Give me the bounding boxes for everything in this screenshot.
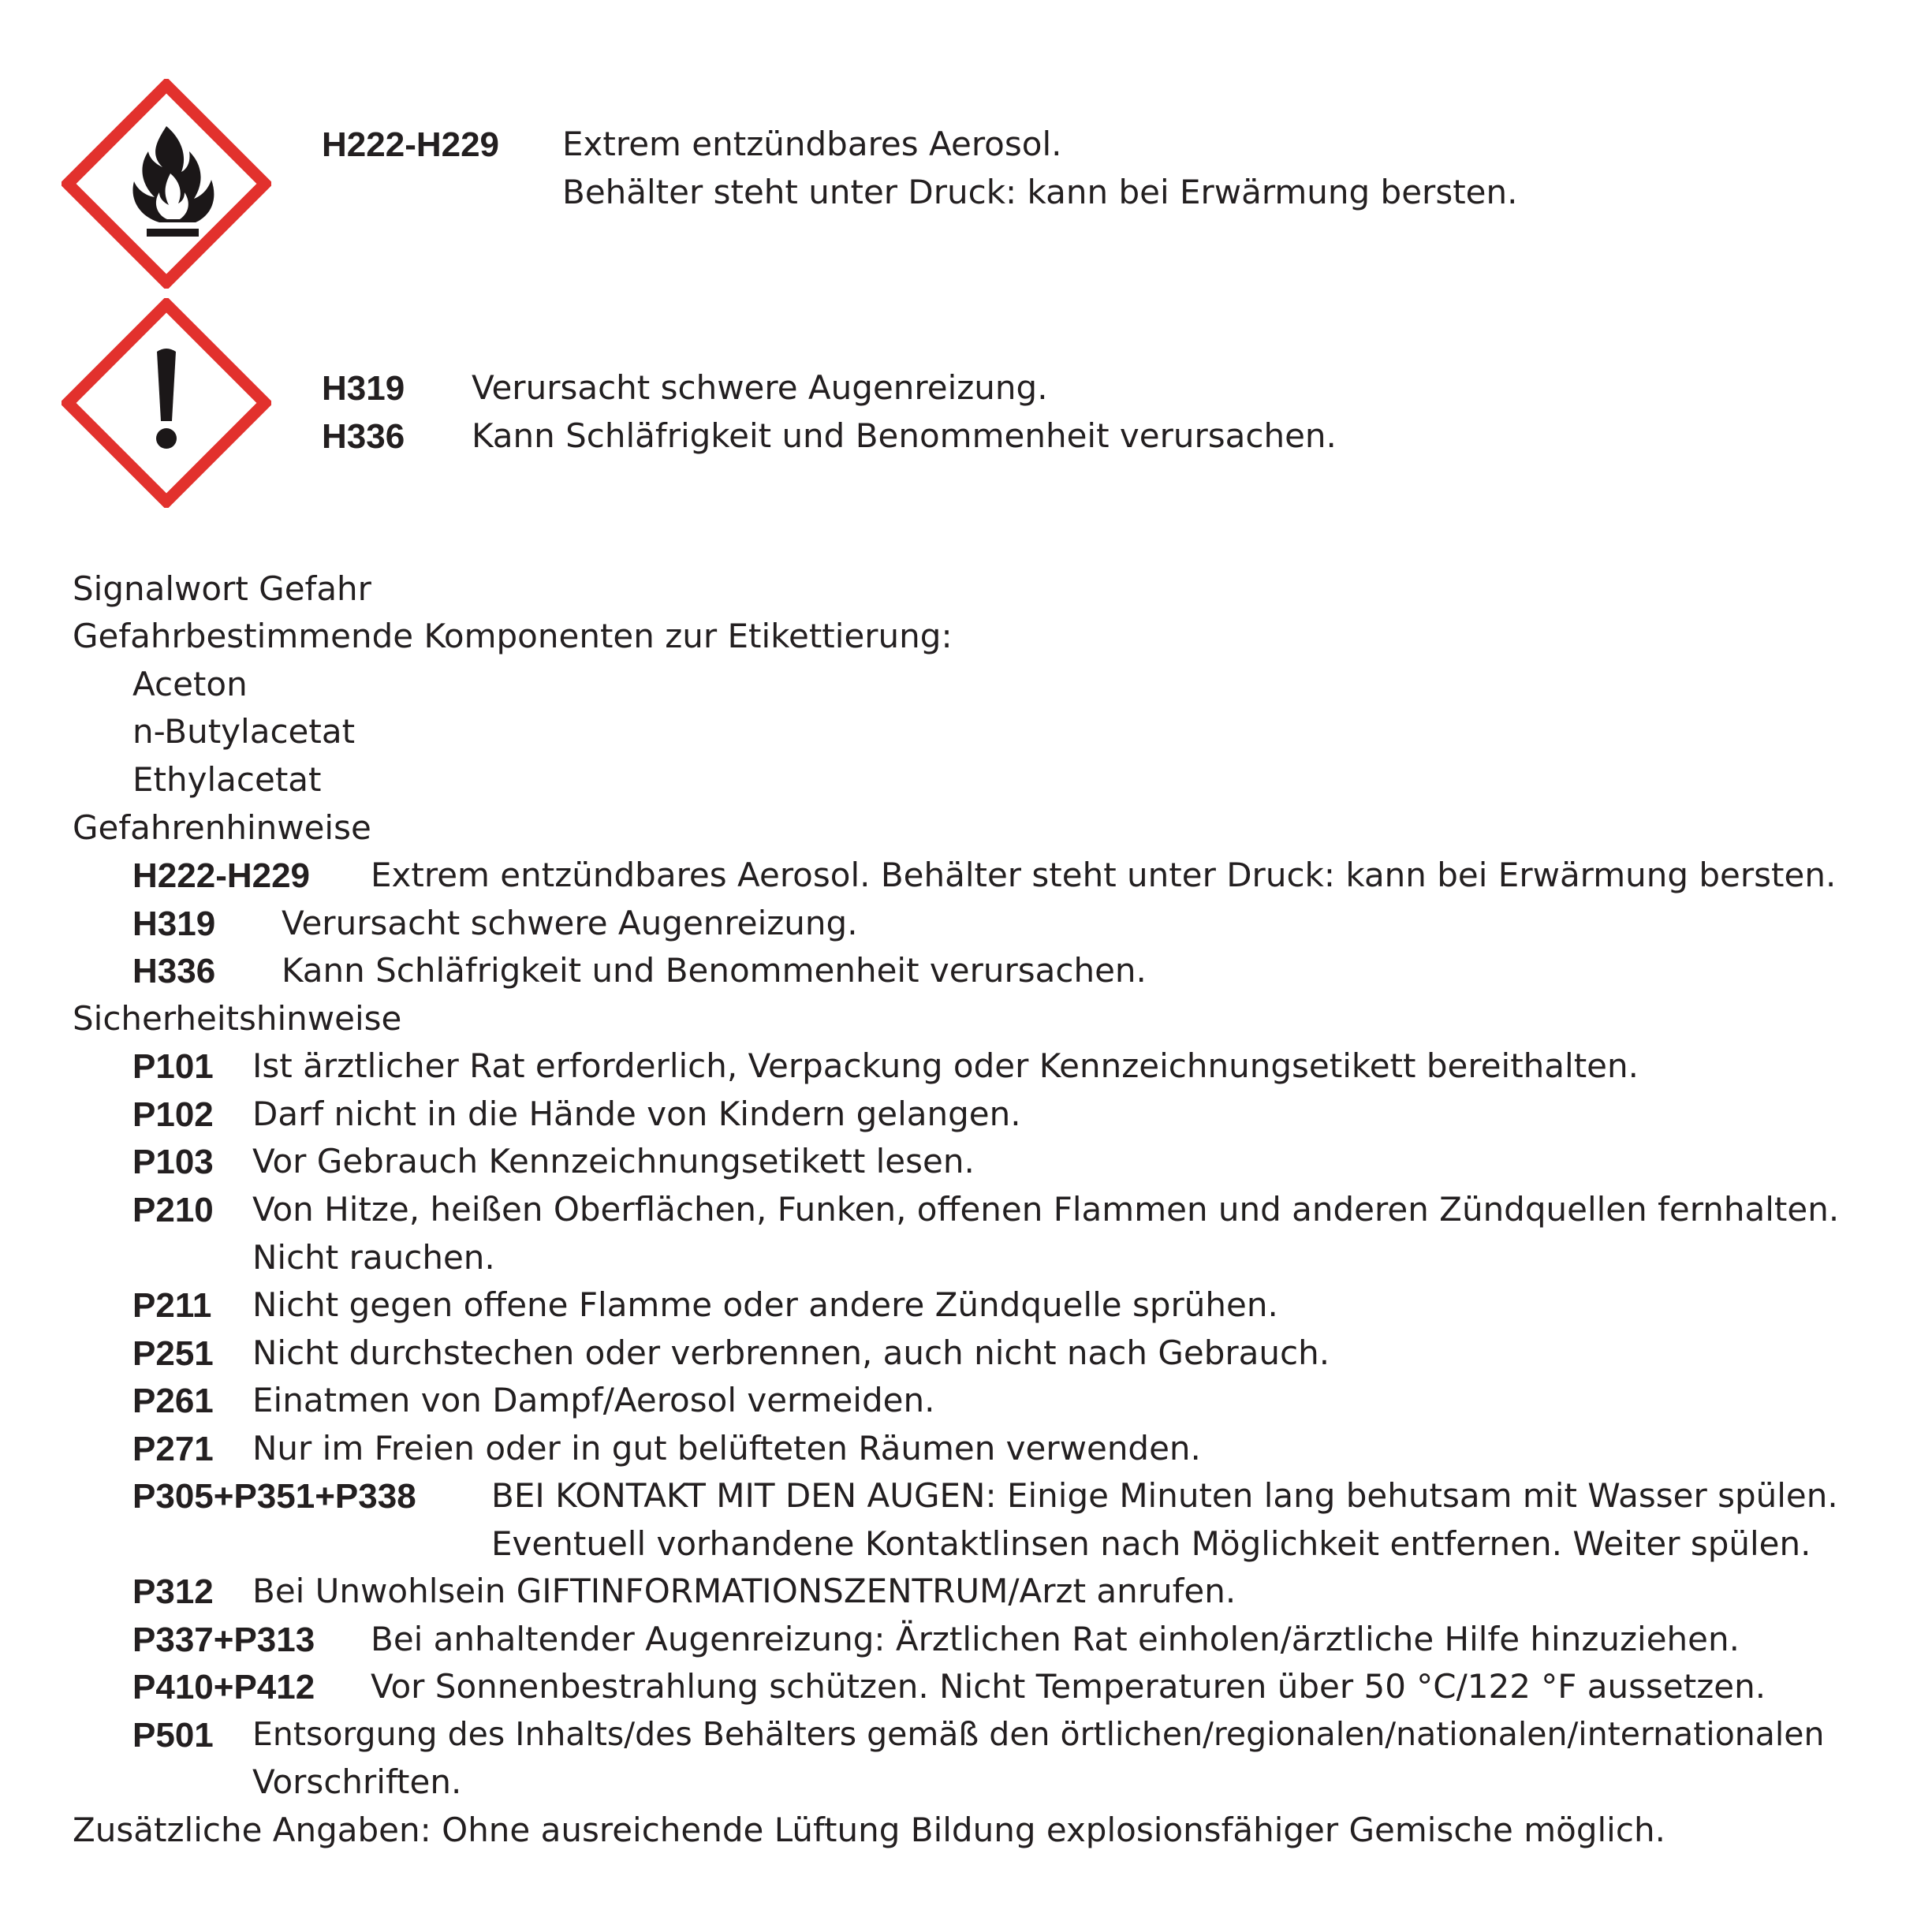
hazard-text: Verursacht schwere Augenreizung. [282, 904, 858, 942]
top-h336-text: Kann Schläfrigkeit und Benommenheit verursachen. [472, 416, 1337, 455]
precaution-text: Eventuell vorhandene Kontaktlinsen nach Möglichkeit entfernen. Weiter spülen. [491, 1524, 1811, 1563]
hazard-heading: Gefahrenhinweise [73, 808, 371, 847]
precaution-text: Bei anhaltender Augenreizung: Ärztlichen Rat einholen/ärztliche Hilfe hinzuziehen. [371, 1620, 1740, 1658]
top-h336-code: H336 [322, 417, 405, 456]
component-item: n-Butylacetat [132, 712, 356, 751]
precaution-text: Einatmen von Dampf/Aerosol vermeiden. [252, 1381, 935, 1419]
hazard-code: H336 [132, 952, 216, 990]
precaution-heading: Sicherheitshinweise [73, 999, 402, 1038]
precaution-text: Von Hitze, heißen Oberflächen, Funken, offenen Flammen und anderen Zündquellen fernhalten. [252, 1190, 1840, 1229]
precaution-code: P103 [132, 1143, 214, 1181]
precaution-code: P101 [132, 1047, 214, 1086]
top-h319-code: H319 [322, 369, 405, 408]
component-item: Aceton [132, 665, 248, 703]
ghs-exclamation-pictogram [62, 298, 271, 508]
precaution-code: P102 [132, 1095, 214, 1134]
precaution-text: Nicht gegen offene Flamme oder andere Zündquelle sprühen. [252, 1285, 1278, 1324]
precaution-code: P305+P351+P338 [132, 1477, 416, 1516]
hazard-text: Extrem entzündbares Aerosol. Behälter steht unter Druck: kann bei Erwärmung bersten. [371, 856, 1837, 894]
top-h222-code: H222-H229 [322, 125, 500, 164]
precaution-code: P410+P412 [132, 1668, 315, 1706]
precaution-text: Ist ärztlicher Rat erforderlich, Verpackung oder Kennzeichnungsetikett bereithalten. [252, 1046, 1639, 1085]
hazard-code: H319 [132, 904, 216, 943]
top-h222-line2: Behälter steht unter Druck: kann bei Erwärmung bersten. [562, 173, 1518, 211]
precaution-text: Vorschriften. [252, 1762, 462, 1801]
precaution-code: P251 [132, 1334, 214, 1373]
precaution-text: Nur im Freien oder in gut belüfteten Räumen verwenden. [252, 1429, 1201, 1468]
precaution-code: P501 [132, 1716, 214, 1755]
precaution-text: Entsorgung des Inhalts/des Behälters gemäß den örtlichen/regionalen/nationalen/internationalen [252, 1715, 1825, 1753]
components-heading: Gefahrbestimmende Komponenten zur Etikettierung: [73, 617, 953, 655]
precaution-text: Nicht durchstechen oder verbrennen, auch nicht nach Gebrauch. [252, 1333, 1330, 1372]
top-h319-text: Verursacht schwere Augenreizung. [472, 368, 1048, 407]
precaution-text: Vor Sonnenbestrahlung schützen. Nicht Temperaturen über 50 °C/122 °F aussetzen. [371, 1667, 1766, 1706]
precaution-code: P261 [132, 1382, 214, 1420]
precaution-code: P210 [132, 1191, 214, 1229]
ghs-flame-pictogram [62, 79, 271, 289]
signal-word: Signalwort Gefahr [73, 569, 371, 608]
precaution-text: Darf nicht in die Hände von Kindern gelangen. [252, 1095, 1021, 1133]
hazard-text: Kann Schläfrigkeit und Benommenheit verursachen. [282, 951, 1147, 990]
hazard-code: H222-H229 [132, 856, 311, 895]
precaution-code: P271 [132, 1430, 214, 1468]
precaution-text: Bei Unwohlsein GIFTINFORMATIONSZENTRUM/Arzt anrufen. [252, 1572, 1236, 1610]
precaution-text: Vor Gebrauch Kennzeichnungsetikett lesen. [252, 1142, 975, 1180]
precaution-text: Nicht rauchen. [252, 1238, 495, 1277]
precaution-code: P337+P313 [132, 1621, 315, 1659]
precaution-code: P312 [132, 1572, 214, 1611]
component-item: Ethylacetat [132, 760, 322, 799]
precaution-code: P211 [132, 1286, 212, 1325]
precaution-text: BEI KONTAKT MIT DEN AUGEN: Einige Minuten lang behutsam mit Wasser spülen. [491, 1476, 1838, 1515]
top-h222-line1: Extrem entzündbares Aerosol. [562, 125, 1062, 163]
additional-info: Zusätzliche Angaben: Ohne ausreichende Lüftung Bildung explosionsfähiger Gemische möglich. [73, 1811, 1665, 1849]
